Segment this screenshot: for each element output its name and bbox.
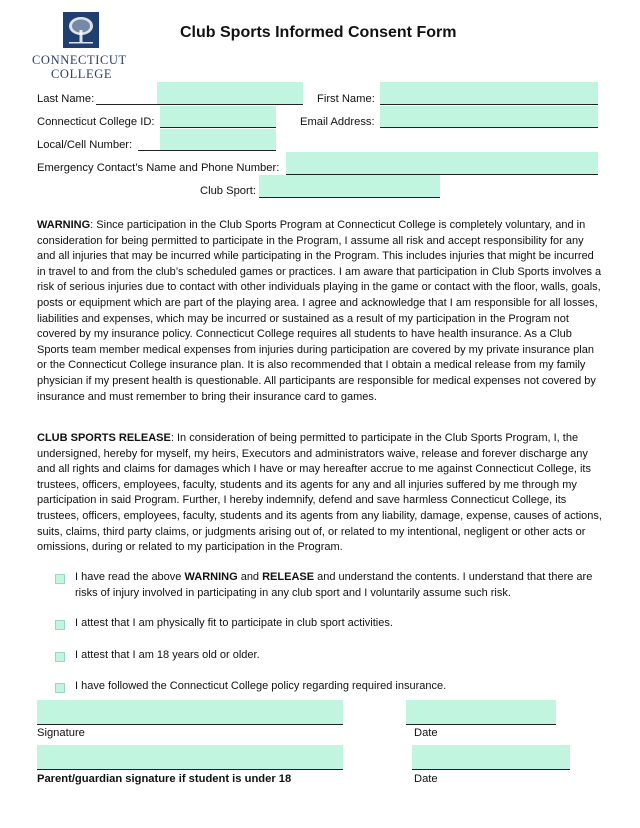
warning-paragraph: [37, 218, 602, 405]
college-id-label: Connecticut College ID:: [37, 116, 155, 128]
first-name-label: First Name:: [317, 93, 375, 105]
last-name-field[interactable]: [157, 82, 303, 104]
insurance-checkbox[interactable]: [55, 683, 65, 693]
release-paragraph: [37, 431, 602, 556]
club-sport-underline: [259, 197, 440, 198]
first-name-field[interactable]: [380, 82, 598, 104]
fitness-checkbox[interactable]: [55, 620, 65, 630]
parent-signature-field[interactable]: [37, 745, 343, 769]
c1-release: RELEASE: [262, 571, 315, 583]
last-name-label: Last Name:: [37, 93, 95, 105]
date-underline-1: [406, 724, 556, 725]
logo-text-line1: CONNECTICUT: [32, 53, 127, 67]
cell-number-underline: [138, 150, 276, 151]
c1-part-e: and understand the contents. I understand that there are risks of injury involved in participating in any club sport and I voluntarily assume such risk.: [75, 571, 593, 599]
page-title: Club Sports Informed Consent Form: [180, 24, 457, 41]
warning-release-checkbox[interactable]: [55, 574, 65, 584]
c1-part-c: and: [237, 571, 263, 583]
release-text: : In consideration of being permitted to participate in the Club Sports Program, I, the undersigned, hereby for myself, my heirs, Executors and administrators waive, release and forever discharge any and all rights and claims for damages which I have or may hereafter accrue to me against Connecticut College, its trustees, officers, employees, faculty, students and its agents for any and all injuries suffered by me through my participation in said Program. Further, I hereby indemnify, defend and save harmless Connecticut College, its trustees, officers, employees, faculty, students and its agents from any liability, damage, expense, causes of actions, suits, claims, third party claims, or judgments arising out of, or related to my intentional, negligent or other acts or omissions, during or related to my participation in the Program.: [37, 432, 602, 554]
emergency-contact-label: Emergency Contact’s Name and Phone Number:: [37, 162, 280, 174]
email-field[interactable]: [380, 106, 598, 127]
signature-label: Signature: [37, 727, 85, 739]
date-field-1[interactable]: [406, 700, 556, 724]
last-name-underline: [96, 104, 303, 105]
signature-underline: [37, 724, 343, 725]
release-heading: CLUB SPORTS RELEASE: [37, 432, 171, 444]
c1-part-a: I have read the above: [75, 571, 185, 583]
date-label-1: Date: [414, 727, 438, 739]
tree-icon: [63, 12, 99, 48]
logo-text-line2: COLLEGE: [51, 67, 113, 81]
parent-signature-label: Parent/guardian signature if student is under 18: [37, 773, 292, 785]
date-field-2[interactable]: [412, 745, 570, 769]
email-label: Email Address:: [300, 116, 375, 128]
c1-warning: WARNING: [184, 571, 238, 583]
insurance-statement: I have followed the Connecticut College policy regarding required insurance.: [75, 680, 447, 692]
warning-text: : Since participation in the Club Sports Program at Connecticut College is completely voluntary, and in consideration for being permitted to participate in the Program, I assume all risk and accept responsibility for any and all injuries that may be incurred while participating in the Program. This includes injuries that might be incurred in travel to and from the club’s scheduled games or practices. I am aware that participation in Club Sports involves a risk of serious injuries due to contact with other individuals playing in the game or contact with the floor, walls, goals, posts or equipment which are part of the playing area. I agree and acknowledge that I am responsible for all losses, liabilities and expenses, which may be incurred or sustained as a result of my participation in the Program not covered by my insurance policy. Connecticut College requires all students to have health insurance. As a Club Sports team member medical expenses from injuries during participation are covered by my private insurance plan or the Connecticut College insurance plan. It is also recommended that I obtain a medical release from my family physician if my present health is questionable. All participants are responsible for medical expenses not covered by insurance and must remember to bring their insurance card to games.: [37, 219, 602, 403]
club-sport-field[interactable]: [259, 175, 440, 197]
age-checkbox[interactable]: [55, 652, 65, 662]
parent-signature-underline: [37, 769, 343, 770]
warning-heading: WARNING: [37, 219, 91, 231]
date-label-2: Date: [414, 773, 438, 785]
fitness-statement: I attest that I am physically fit to participate in club sport activities.: [75, 617, 393, 629]
college-id-field[interactable]: [160, 106, 276, 127]
signature-field[interactable]: [37, 700, 343, 724]
emergency-contact-field[interactable]: [286, 152, 598, 174]
email-underline: [380, 127, 598, 128]
first-name-underline: [380, 104, 598, 105]
college-id-underline: [160, 127, 276, 128]
date-underline-2: [412, 769, 570, 770]
age-statement: I attest that I am 18 years old or older.: [75, 649, 260, 661]
cell-number-label: Local/Cell Number:: [37, 139, 133, 151]
club-sport-label: Club Sport:: [200, 185, 256, 197]
warning-release-statement: [75, 570, 605, 601]
cell-number-field[interactable]: [160, 129, 276, 150]
